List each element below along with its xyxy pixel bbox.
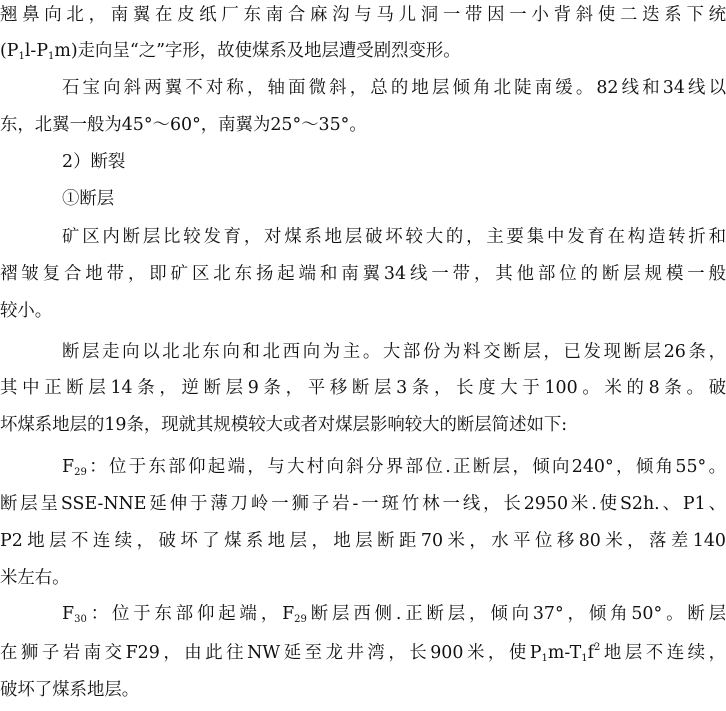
text-segment: l-P — [24, 41, 49, 61]
text-segment: ：位于东部仰起端，F — [86, 604, 295, 624]
paragraph-line: 东，北翼一般为45°～60°，南翼为25°～35°。 — [0, 115, 367, 135]
subscript: 29 — [74, 467, 87, 478]
subscript: 1 — [48, 51, 55, 62]
paragraph-line: P2地层不连续，破坏了煤系地层，地层断距70米，水平位移80米，落差140 — [0, 531, 726, 551]
subscript: 1 — [541, 653, 548, 664]
subscript: 1 — [581, 653, 588, 664]
superscript: 2 — [594, 642, 601, 653]
paragraph-line: 米左右。 — [0, 568, 70, 588]
paragraph-line: 坏煤系地层的19条，现就其规模较大或者对煤层影响较大的断层简述如下: — [0, 415, 568, 435]
subscript: 30 — [74, 614, 87, 625]
paragraph-line: 断层走向以北北东向和北西向为主。大部份为料交断层，已发现断层26条， — [62, 342, 726, 362]
text-segment: 断层西侧.正断层，倾向37°，倾角50°。断层 — [306, 604, 726, 624]
paragraph-line — [0, 641, 726, 665]
paragraph-line: 较小。 — [0, 301, 53, 321]
paragraph-line — [0, 39, 726, 63]
paragraph-line: 翘鼻向北，南翼在皮纸厂东南合麻沟与马儿洞一带因一小背斜使二迭系下统 — [0, 5, 726, 25]
subscript: 29 — [294, 614, 307, 625]
text-segment: m-T — [547, 643, 582, 663]
text-segment: 在狮子岩南交F29，由此往NW延至龙井湾，长900米，使P — [0, 643, 542, 663]
text-segment: f — [587, 643, 595, 663]
subsection-heading: ①断层 — [62, 189, 115, 209]
section-heading: 2）断裂 — [62, 152, 126, 172]
paragraph-line: 其中正断层14条，逆断层9条，平移断层3条，长度大于100。米的8条。破 — [0, 378, 726, 398]
paragraph-line: 断层呈SSE-NNE延伸于薄刀岭一狮子岩-一斑竹林一线，长2950米.使S2h.、P1、 — [0, 494, 726, 514]
paragraph-line: 石宝向斜两翼不对称，轴面微斜，总的地层倾角北陡南缓。82线和34线以 — [62, 78, 726, 98]
text-segment: 地层不连续， — [600, 643, 726, 663]
text-segment: (P — [0, 41, 19, 61]
text-segment: F — [62, 457, 75, 477]
text-segment: ：位于东部仰起端，与大村向斜分界部位.正断层，倾向240°，倾角55°。 — [86, 457, 726, 477]
paragraph-line: 矿区内断层比较发育，对煤系地层破坏较大的，主要集中发育在构造转折和 — [62, 227, 726, 247]
subscript: 1 — [18, 51, 25, 62]
paragraph-line: 破坏了煤系地层。 — [0, 680, 140, 700]
text-segment: m)走向呈“之”字形，故使煤系及地层遭受剧烈变形。 — [54, 41, 461, 61]
paragraph-line: 褶皱复合地带，即矿区北东扬起端和南翼34线一带，其他部位的断层规模一般 — [0, 264, 726, 284]
text-segment: F — [62, 604, 75, 624]
paragraph-line — [62, 602, 726, 626]
paragraph-line — [62, 455, 726, 479]
